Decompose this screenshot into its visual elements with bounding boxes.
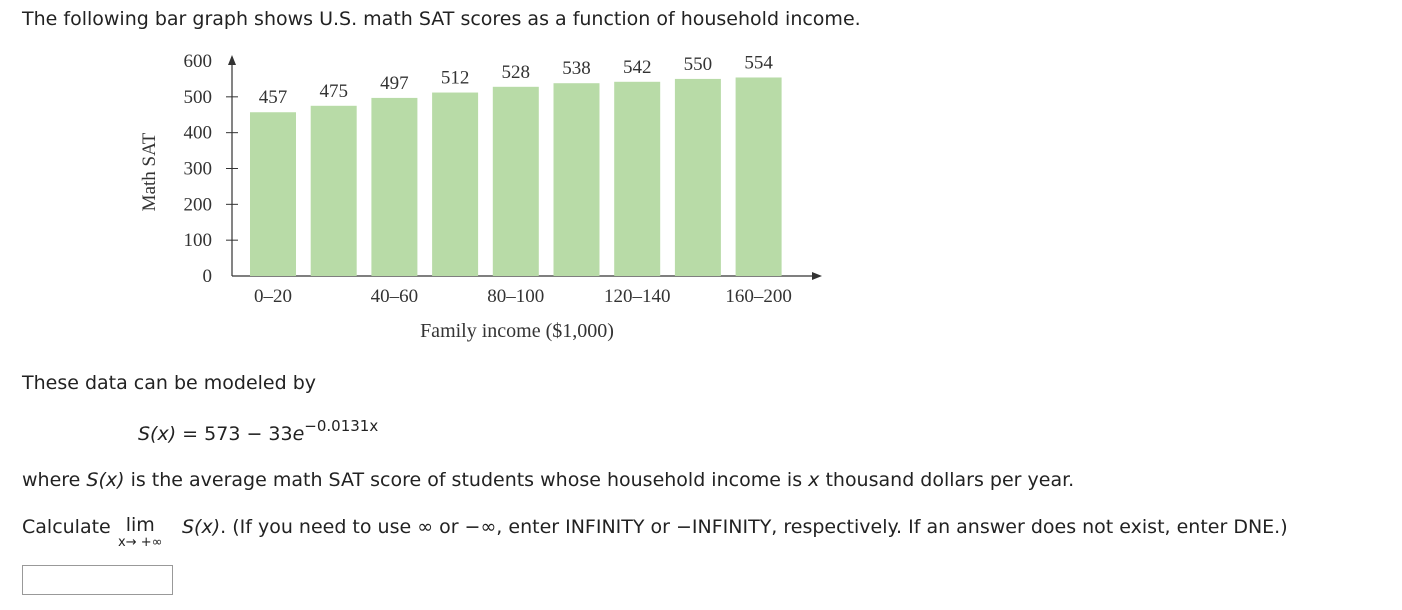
bar-value-label: 554 <box>744 52 773 74</box>
y-tick-label: 400 <box>183 122 212 144</box>
limit-word: lim <box>125 514 155 536</box>
formula-eq: = 573 − 33 <box>176 423 293 445</box>
where-part-3: thousand dollars per year. <box>819 469 1075 491</box>
y-tick-label: 200 <box>183 194 212 216</box>
limit-subscript: x→ +∞ <box>118 535 163 550</box>
y-tick-label: 0 <box>202 266 212 287</box>
bar-value-label: 550 <box>683 53 713 75</box>
x-axis-arrow <box>812 272 822 280</box>
bar <box>493 87 539 276</box>
bar <box>371 98 417 276</box>
where-text <box>22 469 1074 491</box>
bar-value-label: 542 <box>622 56 652 78</box>
bar <box>675 79 721 276</box>
where-part-1: where <box>22 469 87 491</box>
calc-prefix: Calculate <box>22 516 111 538</box>
bar <box>614 82 660 276</box>
model-formula <box>138 417 379 445</box>
calc-func: S(x) <box>182 516 221 538</box>
x-tick-label: 160–200 <box>725 286 792 307</box>
formula-lhs: S(x) <box>138 423 177 445</box>
x-tick-label: 40–60 <box>370 286 419 307</box>
formula-exponent: −0.0131x <box>304 417 379 435</box>
x-tick-label: 120–140 <box>603 286 671 307</box>
bar-value-label: 528 <box>501 61 531 83</box>
bar-value-label: 497 <box>380 72 409 94</box>
bar-value-label: 457 <box>258 87 288 109</box>
model-intro-text: These data can be modeled by <box>22 372 317 394</box>
where-part-2: is the average math SAT score of students whose household income is <box>124 469 809 491</box>
formula-base: e <box>292 423 305 445</box>
bar <box>736 77 782 276</box>
y-axis-label: Math SAT <box>139 132 160 212</box>
x-tick-label: 80–100 <box>487 286 545 307</box>
bar <box>250 112 296 276</box>
bar <box>554 83 600 276</box>
x-axis-label: Family income ($1,000) <box>420 320 614 342</box>
limit-operator <box>118 514 162 550</box>
x-tick-label: 0–20 <box>254 286 292 307</box>
y-tick-label: 600 <box>183 51 212 72</box>
question-intro: The following bar graph shows U.S. math SAT scores as a function of household income. <box>22 8 861 30</box>
bar-value-label: 475 <box>319 80 348 102</box>
bar <box>311 106 357 276</box>
y-tick-label: 300 <box>183 158 212 180</box>
calc-text <box>182 516 1288 538</box>
y-tick-label: 100 <box>183 230 212 252</box>
calc-instructions: . (If you need to use ∞ or −∞, enter INFINITY or −INFINITY, respectively. If an answer does not exist, enter DNE.) <box>220 516 1288 538</box>
answer-input[interactable] <box>22 565 173 595</box>
bar <box>432 93 478 276</box>
y-axis-arrow <box>228 55 236 65</box>
where-x: x <box>808 469 820 491</box>
bar-value-label: 538 <box>562 58 591 80</box>
bar-value-label: 512 <box>440 67 470 89</box>
where-s: S(x) <box>86 469 125 491</box>
y-tick-label: 500 <box>183 86 212 108</box>
